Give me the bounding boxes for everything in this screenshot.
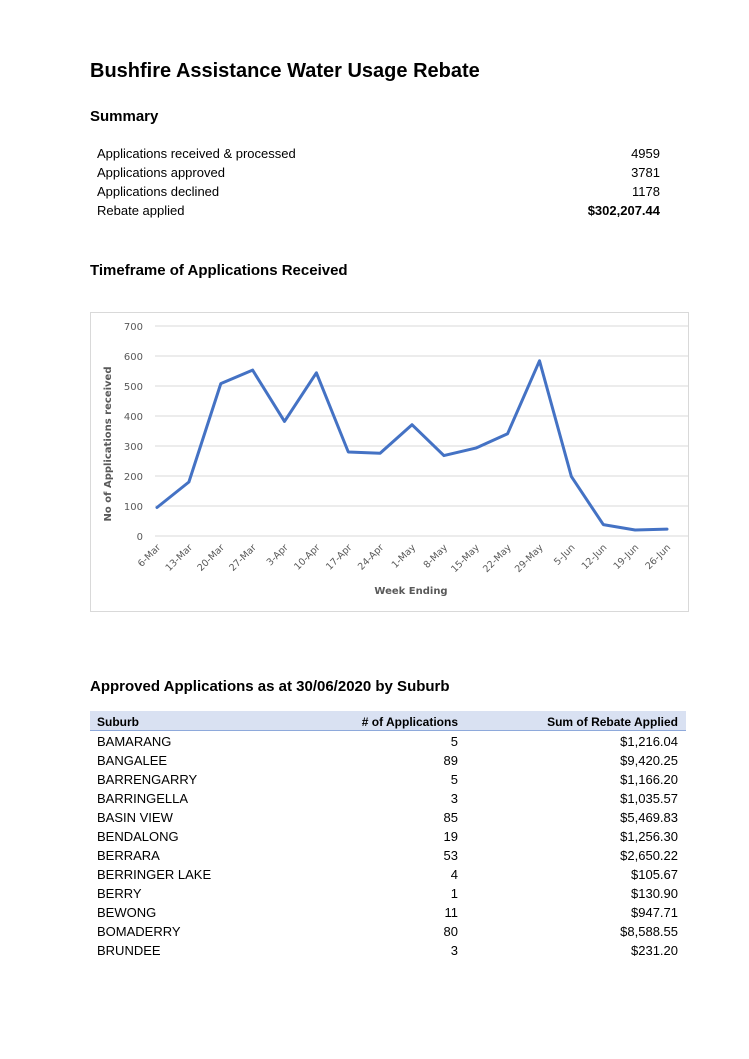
y-tick-label: 600 — [123, 352, 143, 363]
rebate-cell: $5,469.83 — [620, 810, 678, 825]
x-tick-label: 12-Jun — [579, 542, 610, 572]
y-tick-label: 200 — [123, 472, 143, 483]
rebate-cell: $2,650.22 — [620, 848, 678, 863]
x-tick-label: 22-May — [481, 542, 514, 575]
applications-cell: 53 — [443, 848, 458, 863]
applications-cell: 3 — [450, 943, 458, 958]
y-tick-label: 300 — [123, 442, 143, 453]
table-row — [90, 883, 686, 902]
summary-label: Applications received & processed — [97, 146, 296, 161]
approved-heading: Approved Applications as at 30/06/2020 by Suburb — [90, 678, 450, 695]
table-row — [90, 902, 686, 921]
suburb-cell: BERRY — [97, 886, 142, 901]
summary-label: Rebate applied — [97, 203, 185, 218]
rebate-cell: $105.67 — [631, 867, 678, 882]
x-tick-label: 27-Mar — [227, 542, 259, 574]
approved-table — [90, 711, 686, 959]
rebate-cell: $231.20 — [631, 943, 678, 958]
x-tick-label: 26-Jun — [643, 542, 674, 572]
x-tick-label: 17-Apr — [324, 542, 355, 573]
suburb-cell: BENDALONG — [97, 829, 179, 844]
applications-cell: 80 — [443, 924, 458, 939]
rebate-cell: $1,035.57 — [620, 791, 678, 806]
table-row — [90, 769, 686, 788]
applications-cell: 85 — [443, 810, 458, 825]
applications-cell: 89 — [443, 753, 458, 768]
summary-row-declined — [97, 184, 660, 203]
applications-cell: 3 — [450, 791, 458, 806]
summary-heading: Summary — [90, 108, 159, 125]
applications-cell: 5 — [450, 772, 458, 787]
summary-value-rebate: $302,207.44 — [587, 203, 660, 218]
x-tick-label: 5-Jun — [552, 542, 578, 568]
table-header — [90, 711, 686, 731]
summary-label: Applications approved — [97, 165, 225, 180]
summary-value: 1178 — [632, 184, 660, 199]
rebate-cell: $8,588.55 — [620, 924, 678, 939]
x-tick-label: 6-Mar — [135, 542, 164, 570]
x-tick-label: 1-May — [389, 542, 419, 571]
suburb-cell: BARRINGELLA — [97, 791, 189, 806]
column-header-suburb: Suburb — [97, 715, 139, 729]
rebate-cell: $1,216.04 — [620, 734, 678, 749]
table-row — [90, 921, 686, 940]
chart-svg — [91, 313, 690, 613]
summary-label: Applications declined — [97, 184, 220, 199]
x-tick-label: 13-Mar — [163, 542, 195, 574]
table-row — [90, 788, 686, 807]
x-tick-label: 10-Apr — [292, 542, 323, 573]
x-tick-label: 20-Mar — [195, 542, 227, 574]
x-tick-label: 15-May — [449, 542, 482, 575]
rebate-cell: $9,420.25 — [620, 753, 678, 768]
y-tick-label: 700 — [123, 322, 143, 333]
table-row — [90, 731, 686, 750]
y-tick-label: 400 — [123, 412, 143, 423]
y-tick-label: 500 — [123, 382, 143, 393]
applications-cell: 11 — [444, 905, 458, 920]
page-title: Bushfire Assistance Water Usage Rebate — [90, 60, 480, 82]
x-tick-label: 29-May — [512, 542, 546, 575]
x-axis-label: Week Ending — [374, 586, 448, 597]
table-row — [90, 940, 686, 959]
summary-value: 3781 — [631, 165, 660, 180]
suburb-cell: BEWONG — [97, 905, 157, 920]
y-tick-label: 100 — [123, 502, 143, 513]
summary-row-received — [97, 146, 660, 165]
applications-cell: 4 — [450, 867, 458, 882]
suburb-cell: BASIN VIEW — [97, 810, 173, 825]
y-axis-label: No of Applications received — [103, 366, 114, 522]
suburb-cell: BARRENGARRY — [97, 772, 198, 787]
table-row — [90, 750, 686, 769]
x-tick-label: 19-Jun — [611, 542, 642, 572]
suburb-cell: BERRARA — [97, 848, 160, 863]
rebate-cell: $130.90 — [631, 886, 678, 901]
column-header-applications: # of Applications — [361, 715, 458, 729]
rebate-cell: $1,166.20 — [620, 772, 678, 787]
x-tick-label: 3-Apr — [264, 542, 291, 569]
rebate-cell: $947.71 — [631, 905, 678, 920]
column-header-rebate: Sum of Rebate Applied — [547, 715, 678, 729]
summary-row-rebate — [97, 203, 660, 222]
table-row — [90, 864, 686, 883]
summary-row-approved — [97, 165, 660, 184]
applications-cell: 19 — [443, 829, 458, 844]
applications-cell: 1 — [450, 886, 458, 901]
table-row — [90, 807, 686, 826]
suburb-cell: BERRINGER LAKE — [97, 867, 212, 882]
x-tick-label: 24-Apr — [356, 542, 387, 573]
timeframe-heading: Timeframe of Applications Received — [90, 262, 348, 279]
rebate-cell: $1,256.30 — [620, 829, 678, 844]
y-tick-label: 0 — [136, 532, 143, 543]
x-tick-label: 8-May — [421, 542, 450, 571]
suburb-cell: BOMADERRY — [97, 924, 181, 939]
applications-chart — [90, 312, 689, 612]
table-row — [90, 826, 686, 845]
applications-cell: 5 — [450, 734, 458, 749]
suburb-cell: BRUNDEE — [97, 943, 161, 958]
table-row — [90, 845, 686, 864]
suburb-cell: BANGALEE — [97, 753, 168, 768]
suburb-cell: BAMARANG — [97, 734, 172, 749]
summary-value: 4959 — [631, 146, 660, 161]
